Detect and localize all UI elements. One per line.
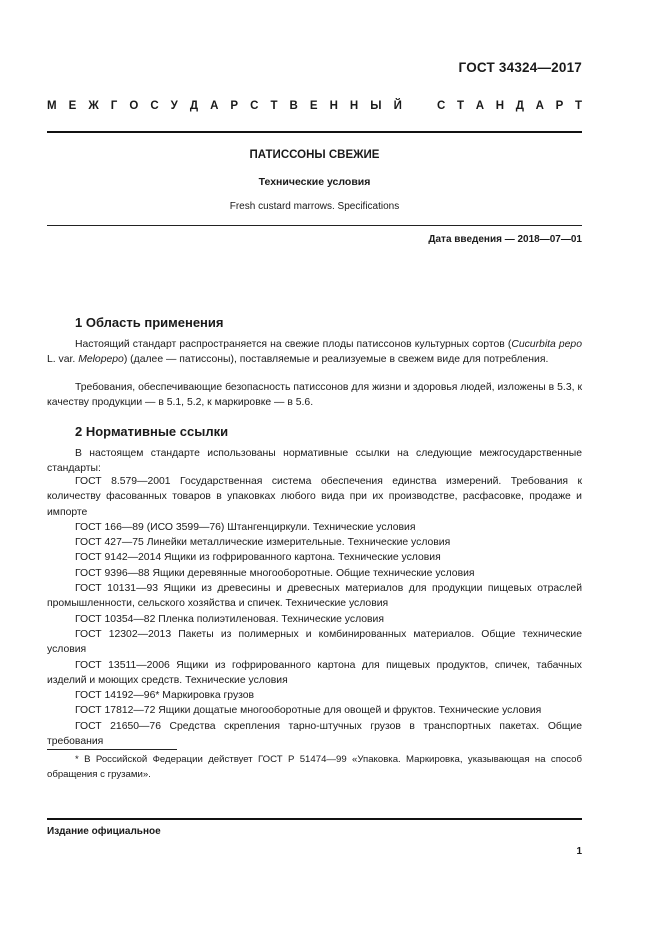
p1-text-b: L. var. bbox=[47, 354, 79, 366]
section-1-paragraph-1 bbox=[47, 337, 582, 368]
spaced-letter: Н bbox=[329, 100, 338, 112]
section-2-intro: В настоящем стандарте использованы нормативные ссылки на следующие межгосударственные стандарты: bbox=[47, 448, 582, 475]
official-edition-label: Издание официальное bbox=[47, 826, 161, 837]
spaced-letter: Ы bbox=[370, 100, 382, 112]
spaced-letter: Т bbox=[574, 100, 582, 112]
spaced-letter: Т bbox=[270, 100, 278, 112]
document-title-english: Fresh custard marrows. Specifications bbox=[229, 201, 400, 212]
spaced-letter: Н bbox=[349, 100, 359, 112]
page-number: 1 bbox=[576, 846, 582, 857]
reference-item: ГОСТ 13511—2006 Ящики из гофрированного картона для пищевых продуктов, спичек, табачных изделий и моющих средств. Технические условия bbox=[47, 659, 582, 686]
spaced-letter: Р bbox=[555, 100, 564, 112]
reference-item: ГОСТ 10354—82 Пленка полиэтиленовая. Технические условия bbox=[75, 613, 384, 625]
standard-type-word-interstate bbox=[47, 100, 402, 112]
reference-item: ГОСТ 9396—88 Ящики деревянные многооборотные. Общие технические условия bbox=[75, 567, 475, 579]
spaced-letter: Ж bbox=[88, 100, 99, 112]
spaced-letter: Г bbox=[110, 100, 118, 112]
spaced-letter: А bbox=[475, 100, 485, 112]
spaced-letter: Й bbox=[393, 100, 402, 112]
normative-references-list bbox=[47, 474, 582, 749]
p1-text-a: Настоящий стандарт распространяется на свежие плоды патиссонов культурных сортов ( bbox=[75, 339, 512, 350]
reference-item: ГОСТ 10131—93 Ящики из древесины и древесных материалов для продукции пищевых отраслей промышленности, сельского хозяйства и спичек. Технические условия bbox=[47, 583, 582, 610]
p1-variety-name: Melopepo bbox=[78, 354, 124, 366]
p1-text-c: ) (далее — патиссоны), поставляемые и реализуемые в свежем виде для потребления. bbox=[123, 354, 549, 366]
standard-type-heading bbox=[47, 100, 582, 112]
footer-divider bbox=[47, 818, 582, 820]
p1-species-name: Cucurbita pepo bbox=[511, 339, 582, 350]
standard-type-word-standard bbox=[437, 100, 582, 112]
document-subtitle: Технические условия bbox=[258, 176, 371, 188]
paragraph-indent bbox=[47, 339, 75, 350]
spaced-letter: Д bbox=[515, 100, 524, 112]
reference-item: ГОСТ 9142—2014 Ящики из гофрированного картона. Технические условия bbox=[75, 552, 441, 564]
spaced-letter: С bbox=[250, 100, 259, 112]
spaced-letter: Е bbox=[309, 100, 318, 112]
spaced-letter: Т bbox=[457, 100, 465, 112]
spaced-letter: Е bbox=[68, 100, 77, 112]
effective-date: Дата введения — 2018—07—01 bbox=[428, 234, 582, 245]
spaced-letter: В bbox=[289, 100, 298, 112]
footnote: * В Российской Федерации действует ГОСТ Р 51474—99 «Упаковка. Маркировка, указывающая на способ обращения с грузами». bbox=[47, 754, 582, 780]
spaced-letter: А bbox=[535, 100, 544, 112]
spaced-letter: У bbox=[170, 100, 178, 112]
spaced-letter: С bbox=[437, 100, 446, 112]
section-2-heading: 2 Нормативные ссылки bbox=[75, 424, 229, 439]
reference-item: ГОСТ 21650—76 Средства скрепления тарно-штучных грузов в транспортных пакетах. Общие требования bbox=[47, 720, 582, 748]
footnote-divider bbox=[47, 749, 177, 750]
header-divider bbox=[47, 131, 582, 133]
spaced-letter: А bbox=[210, 100, 219, 112]
spaced-letter: С bbox=[150, 100, 159, 112]
section-1-heading: 1 Область применения bbox=[75, 315, 224, 330]
spaced-letter: Д bbox=[189, 100, 199, 112]
document-number: ГОСТ 34324—2017 bbox=[458, 60, 582, 75]
reference-item: ГОСТ 8.579—2001 Государственная система обеспечения единства измерений. Требования к количеству фасованных товаров в упаковках любого вида при их производстве, расфасовке, продаже и импорте bbox=[47, 476, 582, 518]
spaced-letter: О bbox=[129, 100, 139, 112]
spaced-letter: Р bbox=[230, 100, 239, 112]
reference-item: ГОСТ 14192—96* Маркировка грузов bbox=[75, 690, 255, 702]
reference-item: ГОСТ 17812—72 Ящики дощатые многооборотные для овощей и фруктов. Технические условия bbox=[75, 705, 542, 717]
spaced-letter: Н bbox=[495, 100, 505, 112]
document-title: ПАТИССОНЫ СВЕЖИЕ bbox=[249, 149, 380, 161]
reference-item: ГОСТ 12302—2013 Пакеты из полимерных и комбинированных материалов. Общие технические условия bbox=[47, 628, 582, 656]
reference-item: ГОСТ 427—75 Линейки металлические измерительные. Технические условия bbox=[75, 537, 451, 549]
reference-item: ГОСТ 166—89 (ИСО 3599—76) Штангенциркули. Технические условия bbox=[75, 521, 416, 533]
title-divider bbox=[47, 225, 582, 226]
section-1-paragraph-2: Требования, обеспечивающие безопасность патиссонов для жизни и здоровья людей, изложены в 5.3, к качеству продукции — в 5.1, 5.2, к маркировке — в 5.6. bbox=[47, 382, 582, 409]
spaced-letter: М bbox=[47, 100, 57, 112]
